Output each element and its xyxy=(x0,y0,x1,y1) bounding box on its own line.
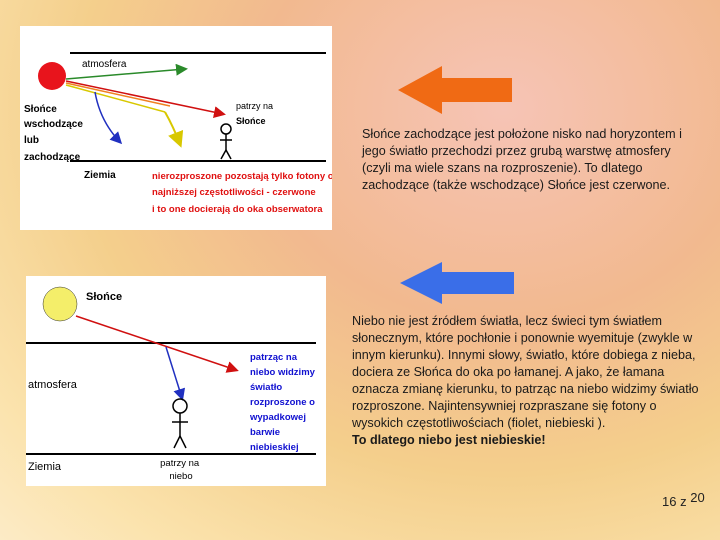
atmosphere-label: atmosfera xyxy=(82,59,127,70)
caption-sunset: Słońce zachodzące jest położone nisko nad horyzontem i jego światło przechodzi przez grubą warstwę atmosfery (czyli ma wiele szans na rozproszenie). To dlatego zachodzące (także wschodzące) Słońce jest czerwone. xyxy=(362,127,682,192)
orange-ray xyxy=(66,83,170,106)
red-ray xyxy=(66,81,223,114)
blue-sky-diagram-svg xyxy=(26,276,326,486)
sun-icon xyxy=(43,287,77,321)
yellow-scatter-ray xyxy=(165,112,180,144)
observer-label: patrzy na Słońce xyxy=(236,101,274,126)
page-current: 16 xyxy=(662,494,677,509)
page-separator: z xyxy=(680,494,687,509)
blue-scatter-ray xyxy=(95,92,120,142)
atmosphere-label: atmosfera xyxy=(28,379,77,391)
left-arrow-blue xyxy=(400,262,516,304)
blue-note: patrząc na niebo widzimy światło rozproszone o wypadkowej barwie niebieskiej xyxy=(250,352,315,453)
page-number xyxy=(662,490,705,509)
page-total: 20 xyxy=(690,490,705,505)
observer-figure xyxy=(172,399,188,448)
blue-sky-diagram xyxy=(26,276,326,486)
red-note: nierozproszone pozostają tylko fotony o najniższej częstotliwości - czerwone i to one docierają do oka obserwatora xyxy=(152,171,332,215)
observer-figure xyxy=(220,124,232,159)
caption-blue-sky-conclusion: To dlatego niebo jest niebieskie! xyxy=(352,433,546,447)
sun-label: Słońce xyxy=(86,291,123,303)
sunset-diagram-svg xyxy=(20,26,332,230)
observer-label: patrzy na niebo xyxy=(160,458,200,482)
sun-label: Słońce wschodzące lub zachodzące xyxy=(24,104,83,163)
sun-icon xyxy=(38,62,66,90)
green-ray xyxy=(66,69,185,79)
sunset-diagram xyxy=(20,26,332,230)
caption-blue-sky xyxy=(352,313,707,449)
earth-label: Ziemia xyxy=(28,461,62,473)
caption-blue-sky-text: Niebo nie jest źródłem światła, lecz świeci tym światłem słonecznym, które pochłonie i ponownie wyemituje (zwykle w innym kierunku). Innymi słowy, światło, które dobiega z nieba, dociera ze Słońca do oka po łamanej. A jako, że łamana oznacza zmianę kierunku, to patrząc na niebo widzimy światło rozproszone. Najintensywniej rozpraszane się fotony o wysokich częstotliwościach (fiolet, niebieski ). xyxy=(352,314,699,430)
earth-label: Ziemia xyxy=(84,170,116,181)
blue-scatter-ray xyxy=(166,347,182,398)
left-arrow-orange xyxy=(398,66,514,114)
